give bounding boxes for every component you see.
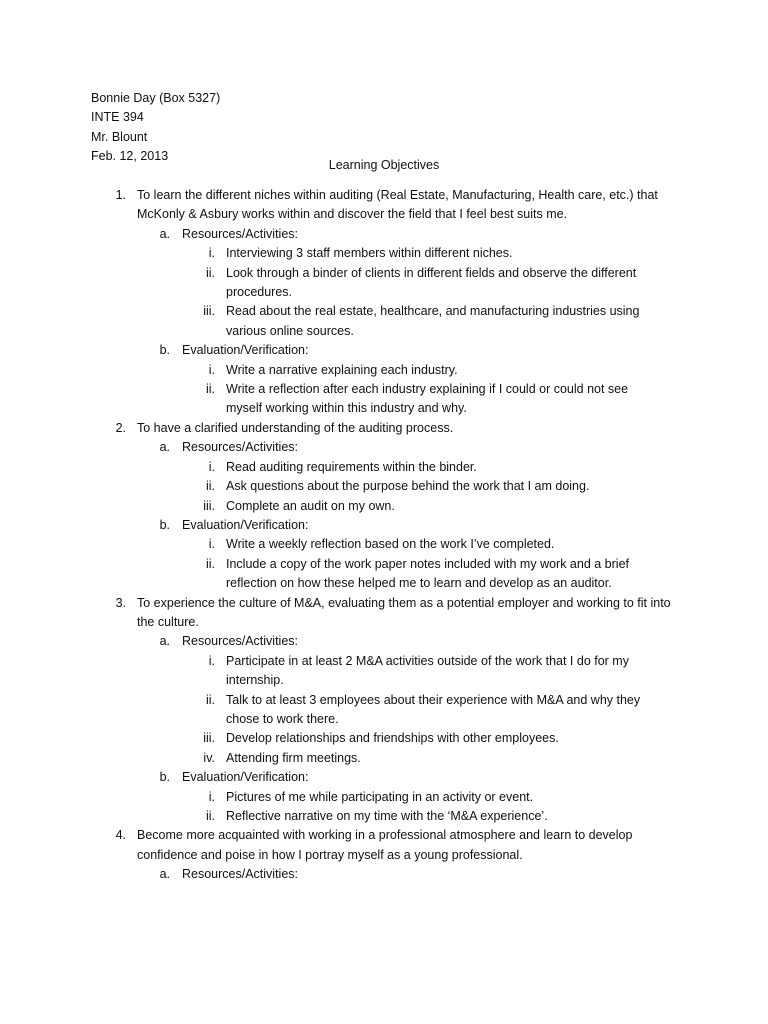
- outline-item-level-3: [0, 691, 768, 730]
- outline-marker: 4.: [115, 828, 126, 843]
- outline-text: Write a weekly reflection based on the work I’ve completed.: [226, 537, 555, 552]
- outline-item-level-3: [0, 555, 768, 594]
- outline-item-level-3: [0, 302, 768, 341]
- document-title: Learning Objectives: [328, 158, 440, 172]
- outline-item-level-1: [0, 594, 768, 633]
- outline-text: Attending firm meetings.: [226, 750, 361, 765]
- outline-item-level-3: [0, 807, 768, 826]
- outline-text: To learn the different niches within auditing (Real Estate, Manufacturing, Health care, etc.) that McKonly & Asbury works within and discover the field that I feel best suits me.: [137, 188, 658, 222]
- outline-text: Evaluation/Verification:: [182, 770, 309, 785]
- outline-marker: a.: [159, 440, 170, 455]
- outline-item-level-2: [0, 225, 768, 244]
- outline-marker: 1.: [115, 188, 126, 202]
- outline-text: Pictures of me while participating in an activity or event.: [226, 789, 534, 804]
- outline-item-level-3: [0, 535, 768, 554]
- outline-marker: 3.: [115, 595, 126, 610]
- outline-item-level-3: [0, 749, 768, 768]
- outline-marker: a.: [159, 226, 170, 241]
- outline-item-level-2: [0, 438, 768, 457]
- outline-marker: i.: [208, 789, 215, 804]
- outline-text: Interviewing 3 staff members within different niches.: [226, 246, 513, 261]
- outline-item-level-2: [0, 768, 768, 787]
- outline-item-level-3: [0, 380, 768, 419]
- outline-text: Resources/Activities:: [182, 867, 299, 882]
- outline-text: Ask questions about the purpose behind the work that I am doing.: [226, 479, 590, 494]
- author-line: Bonnie Day (Box 5327): [91, 91, 221, 105]
- outline-marker: ii.: [205, 479, 215, 494]
- instructor-line: Mr. Blount: [91, 129, 148, 144]
- outline-item-level-1: [0, 419, 768, 438]
- outline-marker: i.: [208, 362, 215, 377]
- outline-text: To have a clarified understanding of the auditing process.: [137, 420, 454, 435]
- outline-item-level-3: [0, 729, 768, 748]
- outline-marker: iv.: [203, 750, 215, 765]
- document-header: [91, 89, 220, 167]
- outline-marker: i.: [208, 653, 215, 668]
- outline-marker: a.: [159, 634, 170, 649]
- outline-text: Write a reflection after each industry explaining if I could or could not see myself working within this industry and why.: [226, 382, 629, 416]
- outline-text: Develop relationships and friendships with other employees.: [226, 731, 559, 746]
- outline-item-level-3: [0, 264, 768, 303]
- outline-text: Look through a binder of clients in different fields and observe the different procedures.: [226, 265, 637, 300]
- outline-text: Resources/Activities:: [182, 440, 299, 455]
- outline-item-level-3: [0, 497, 768, 516]
- outline-text: Evaluation/Verification:: [182, 343, 309, 358]
- outline-marker: ii.: [205, 382, 215, 397]
- outline-item-level-3: [0, 361, 768, 380]
- outline-marker: b.: [159, 770, 170, 785]
- outline-item-level-2: [0, 865, 768, 884]
- outline-item-level-3: [0, 652, 768, 691]
- outline-marker: ii.: [205, 556, 215, 571]
- outline-marker: ii.: [205, 809, 215, 823]
- outline-text: Reflective narrative on my time with the ‘M&A experience’.: [226, 809, 548, 823]
- outline-marker: i.: [208, 459, 215, 474]
- outline-marker: a.: [159, 867, 170, 882]
- outline-text: Read auditing requirements within the binder.: [226, 459, 477, 474]
- outline-marker: iii.: [203, 498, 215, 513]
- outline-item-level-1: [0, 826, 768, 865]
- outline-marker: iii.: [203, 731, 215, 746]
- outline-text: Resources/Activities:: [182, 226, 299, 241]
- course-line: INTE 394: [91, 110, 144, 125]
- outline-marker: b.: [159, 343, 170, 358]
- outline-text: Resources/Activities:: [182, 634, 299, 649]
- outline-text: Become more acquainted with working in a professional atmosphere and learn to develop confidence and poise in how I portray myself as a young professional.: [137, 828, 633, 862]
- outline-text: Participate in at least 2 M&A activities outside of the work that I do for my internship.: [226, 653, 629, 688]
- outline-text: To experience the culture of M&A, evaluating them as a potential employer and working to fit into the culture.: [137, 595, 671, 629]
- outline-item-level-1: [0, 186, 768, 225]
- outline-marker: iii.: [203, 304, 215, 319]
- outline-text: Include a copy of the work paper notes included with my work and a brief reflection on how these helped me to learn and develop as an auditor.: [226, 556, 629, 591]
- outline-item-level-3: [0, 244, 768, 263]
- outline-item-level-3: [0, 477, 768, 496]
- outline-text: Read about the real estate, healthcare, and manufacturing industries using various online sources.: [226, 304, 640, 338]
- outline-item-level-2: [0, 341, 768, 360]
- outline-marker: i.: [208, 537, 215, 552]
- outline-text: Complete an audit on my own.: [226, 498, 395, 513]
- outline-item-level-2: [0, 632, 768, 651]
- outline-text: Talk to at least 3 employees about their experience with M&A and why they chose to work there.: [226, 692, 641, 726]
- outline-item-level-2: [0, 516, 768, 535]
- outline-marker: ii.: [205, 692, 215, 707]
- outline-marker: 2.: [115, 420, 126, 435]
- outline-marker: i.: [208, 246, 215, 261]
- outline-marker: b.: [159, 517, 170, 532]
- outline-marker: ii.: [205, 265, 215, 280]
- date-line: Feb. 12, 2013: [91, 149, 169, 164]
- outline-item-level-3: [0, 458, 768, 477]
- outline-text: Write a narrative explaining each industry.: [226, 362, 458, 377]
- objectives-outline: [0, 186, 768, 885]
- outline-item-level-3: [0, 788, 768, 807]
- outline-text: Evaluation/Verification:: [182, 517, 309, 532]
